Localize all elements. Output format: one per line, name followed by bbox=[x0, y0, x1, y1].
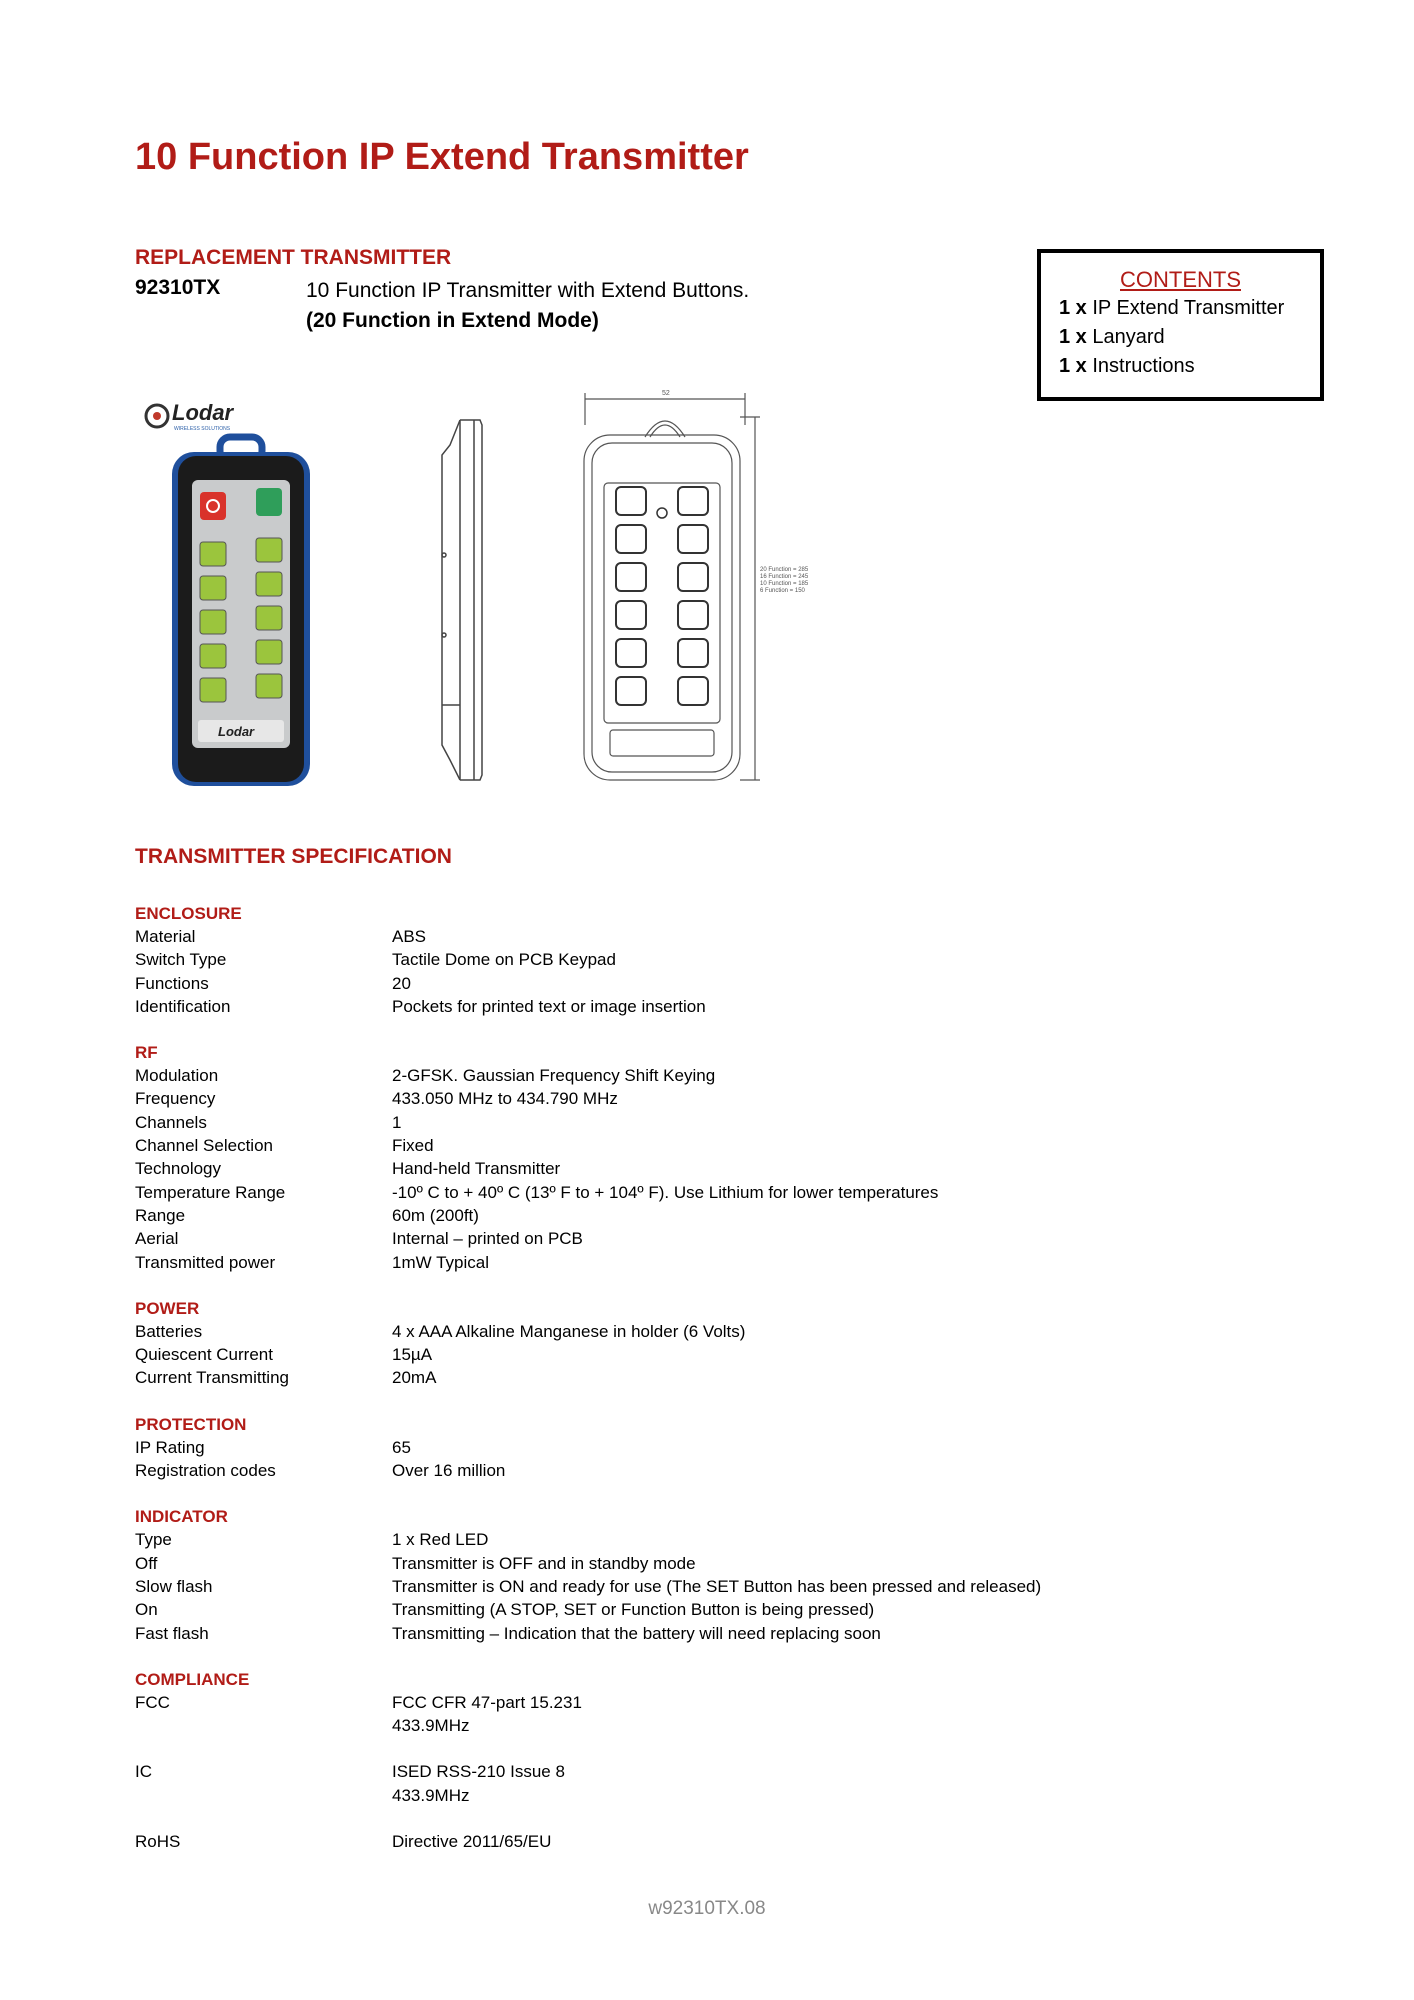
spec-row bbox=[135, 925, 1285, 948]
part-description-extend: (20 Function in Extend Mode) bbox=[306, 309, 599, 332]
spec-row bbox=[135, 995, 1285, 1018]
spec-row bbox=[135, 1157, 1285, 1180]
spec-value: Internal – printed on PCB bbox=[392, 1229, 583, 1249]
spec-row bbox=[135, 1111, 1285, 1134]
section-title: COMPLIANCE bbox=[135, 1669, 250, 1689]
contents-qty: 1 x bbox=[1059, 355, 1087, 377]
contents-item-label: Instructions bbox=[1092, 355, 1195, 377]
spec-row bbox=[135, 1528, 1285, 1551]
spec-value: 1 bbox=[392, 1112, 402, 1132]
spec-row bbox=[135, 1598, 1285, 1621]
contents-box bbox=[1037, 249, 1324, 401]
spec-section-compliance bbox=[135, 1668, 1285, 1853]
spec-label: Channel Selection bbox=[135, 1136, 273, 1156]
spec-row bbox=[135, 1087, 1285, 1110]
spec-label: IC bbox=[135, 1762, 152, 1782]
spec-label: Frequency bbox=[135, 1089, 216, 1109]
spec-value: ISED RSS-210 Issue 8 bbox=[392, 1762, 565, 1782]
spec-label: Batteries bbox=[135, 1321, 203, 1341]
spec-row bbox=[135, 1784, 1285, 1807]
spec-value: Transmitter is ON and ready for use (The SET Button has been pressed and released) bbox=[392, 1576, 1042, 1596]
spec-row bbox=[135, 1064, 1285, 1087]
spec-row bbox=[135, 1436, 1285, 1459]
spec-section-rf bbox=[135, 1041, 1285, 1274]
spec-row bbox=[135, 1830, 1285, 1853]
spec-label: Switch Type bbox=[135, 950, 227, 970]
svg-text:16 Function = 245: 16 Function = 245 bbox=[760, 574, 809, 580]
spec-section-power bbox=[135, 1297, 1285, 1390]
spec-row bbox=[135, 1622, 1285, 1645]
contents-qty: 1 x bbox=[1059, 297, 1087, 319]
spec-label: Range bbox=[135, 1205, 186, 1225]
side-view-drawing bbox=[430, 415, 510, 785]
front-view-drawing bbox=[570, 385, 820, 795]
svg-text:6 Function = 150: 6 Function = 150 bbox=[760, 588, 805, 594]
spec-value: 2-GFSK. Gaussian Frequency Shift Keying bbox=[392, 1066, 716, 1086]
spec-value: 20mA bbox=[392, 1368, 437, 1388]
spec-row bbox=[135, 1760, 1285, 1783]
spec-label: Channels bbox=[135, 1112, 207, 1132]
spec-label: On bbox=[135, 1600, 158, 1620]
spec-value: Fixed bbox=[392, 1136, 434, 1156]
spec-label: Quiescent Current bbox=[135, 1345, 273, 1365]
contents-item bbox=[1059, 352, 1302, 381]
front-view-graphic bbox=[570, 385, 820, 795]
spec-value: 1 x Red LED bbox=[392, 1530, 489, 1550]
spec-row bbox=[135, 1366, 1285, 1389]
spec-value: Pockets for printed text or image insertion bbox=[392, 996, 706, 1016]
replacement-heading: REPLACEMENT TRANSMITTER bbox=[135, 246, 452, 269]
svg-text:Lodar: Lodar bbox=[218, 724, 255, 739]
spec-label: FCC bbox=[135, 1692, 170, 1712]
spec-value: 433.9MHz bbox=[392, 1785, 470, 1805]
spec-value: 433.9MHz bbox=[392, 1716, 470, 1736]
spec-label: Registration codes bbox=[135, 1461, 276, 1481]
spec-value: Over 16 million bbox=[392, 1461, 506, 1481]
spec-row bbox=[135, 1251, 1285, 1274]
spec-row bbox=[135, 1459, 1285, 1482]
spec-row bbox=[135, 972, 1285, 995]
spec-value: Hand-held Transmitter bbox=[392, 1159, 561, 1179]
spec-value: 20 bbox=[392, 973, 411, 993]
spec-row bbox=[135, 1691, 1285, 1714]
contents-title: CONTENTS bbox=[1120, 267, 1241, 292]
spec-section-enclosure bbox=[135, 902, 1285, 1018]
spec-label: IP Rating bbox=[135, 1437, 205, 1457]
svg-text:Lodar: Lodar bbox=[172, 400, 234, 425]
spec-value: 15µA bbox=[392, 1345, 433, 1365]
spec-label: Type bbox=[135, 1530, 172, 1550]
contents-item bbox=[1059, 323, 1302, 352]
spec-value: 433.050 MHz to 434.790 MHz bbox=[392, 1089, 618, 1109]
transmitter-photo bbox=[140, 392, 340, 792]
spec-row bbox=[135, 1204, 1285, 1227]
spec-value: Tactile Dome on PCB Keypad bbox=[392, 950, 616, 970]
svg-text:20 Function = 285: 20 Function = 285 bbox=[760, 567, 809, 573]
side-view-graphic bbox=[430, 415, 510, 785]
spec-section-indicator bbox=[135, 1505, 1285, 1644]
part-description bbox=[306, 276, 749, 336]
spec-label: Modulation bbox=[135, 1066, 219, 1086]
spec-row bbox=[135, 1134, 1285, 1157]
page-title: 10 Function IP Extend Transmitter bbox=[135, 136, 749, 178]
spec-table bbox=[135, 902, 1285, 1876]
spec-row bbox=[135, 1181, 1285, 1204]
spec-value: Directive 2011/65/EU bbox=[392, 1832, 552, 1852]
svg-text:52: 52 bbox=[662, 390, 670, 397]
spec-label: Temperature Range bbox=[135, 1182, 286, 1202]
spec-value: Transmitting – Indication that the battery will need replacing soon bbox=[392, 1623, 881, 1643]
part-description-line: 10 Function IP Transmitter with Extend Buttons. bbox=[306, 279, 750, 302]
section-title: POWER bbox=[135, 1298, 200, 1318]
document-code: w92310TX.08 bbox=[648, 1898, 766, 1919]
spec-value: Transmitting (A STOP, SET or Function Button is being pressed) bbox=[392, 1600, 875, 1620]
spec-label: Technology bbox=[135, 1159, 222, 1179]
contents-item-label: IP Extend Transmitter bbox=[1092, 297, 1285, 319]
spec-label: Material bbox=[135, 927, 196, 946]
section-title: PROTECTION bbox=[135, 1414, 247, 1434]
contents-qty: 1 x bbox=[1059, 326, 1087, 348]
section-title: INDICATOR bbox=[135, 1507, 228, 1527]
spec-value: Transmitter is OFF and in standby mode bbox=[392, 1553, 696, 1573]
spec-label: Current Transmitting bbox=[135, 1368, 289, 1388]
part-number: 92310TX bbox=[135, 276, 221, 299]
spec-label: Fast flash bbox=[135, 1623, 209, 1643]
spec-value: FCC CFR 47-part 15.231 bbox=[392, 1692, 582, 1712]
svg-text:10 Function = 185: 10 Function = 185 bbox=[760, 581, 809, 587]
spec-row bbox=[135, 948, 1285, 971]
spec-row bbox=[135, 1575, 1285, 1598]
transmitter-photo-graphic bbox=[140, 392, 340, 792]
spec-heading: TRANSMITTER SPECIFICATION bbox=[135, 845, 452, 868]
section-title: RF bbox=[135, 1043, 158, 1063]
lodar-logo bbox=[146, 400, 235, 432]
spec-label: Off bbox=[135, 1553, 158, 1573]
spec-label: Slow flash bbox=[135, 1576, 213, 1596]
spec-row bbox=[135, 1343, 1285, 1366]
spec-value: 65 bbox=[392, 1437, 411, 1457]
spec-label: Transmitted power bbox=[135, 1252, 276, 1272]
svg-text:WIRELESS SOLUTIONS: WIRELESS SOLUTIONS bbox=[174, 426, 231, 432]
spec-row bbox=[135, 1552, 1285, 1575]
contents-item-label: Lanyard bbox=[1092, 326, 1165, 348]
spec-label: Aerial bbox=[135, 1229, 179, 1249]
section-title: ENCLOSURE bbox=[135, 904, 242, 923]
contents-item bbox=[1059, 294, 1302, 323]
spec-label: RoHS bbox=[135, 1832, 181, 1852]
spec-row bbox=[135, 1227, 1285, 1250]
spec-section-protection bbox=[135, 1413, 1285, 1483]
spec-value: ABS bbox=[392, 927, 427, 946]
spec-value: 4 x AAA Alkaline Manganese in holder (6 Volts) bbox=[392, 1321, 746, 1341]
spec-value: 1mW Typical bbox=[392, 1252, 489, 1272]
spec-label: Functions bbox=[135, 973, 209, 993]
spec-value: -10º C to + 40º C (13º F to + 104º F). Use Lithium for lower temperatures bbox=[392, 1182, 939, 1202]
spec-row bbox=[135, 1320, 1285, 1343]
spec-label: Identification bbox=[135, 996, 231, 1016]
spec-row bbox=[135, 1714, 1285, 1737]
spec-value: 60m (200ft) bbox=[392, 1205, 479, 1225]
